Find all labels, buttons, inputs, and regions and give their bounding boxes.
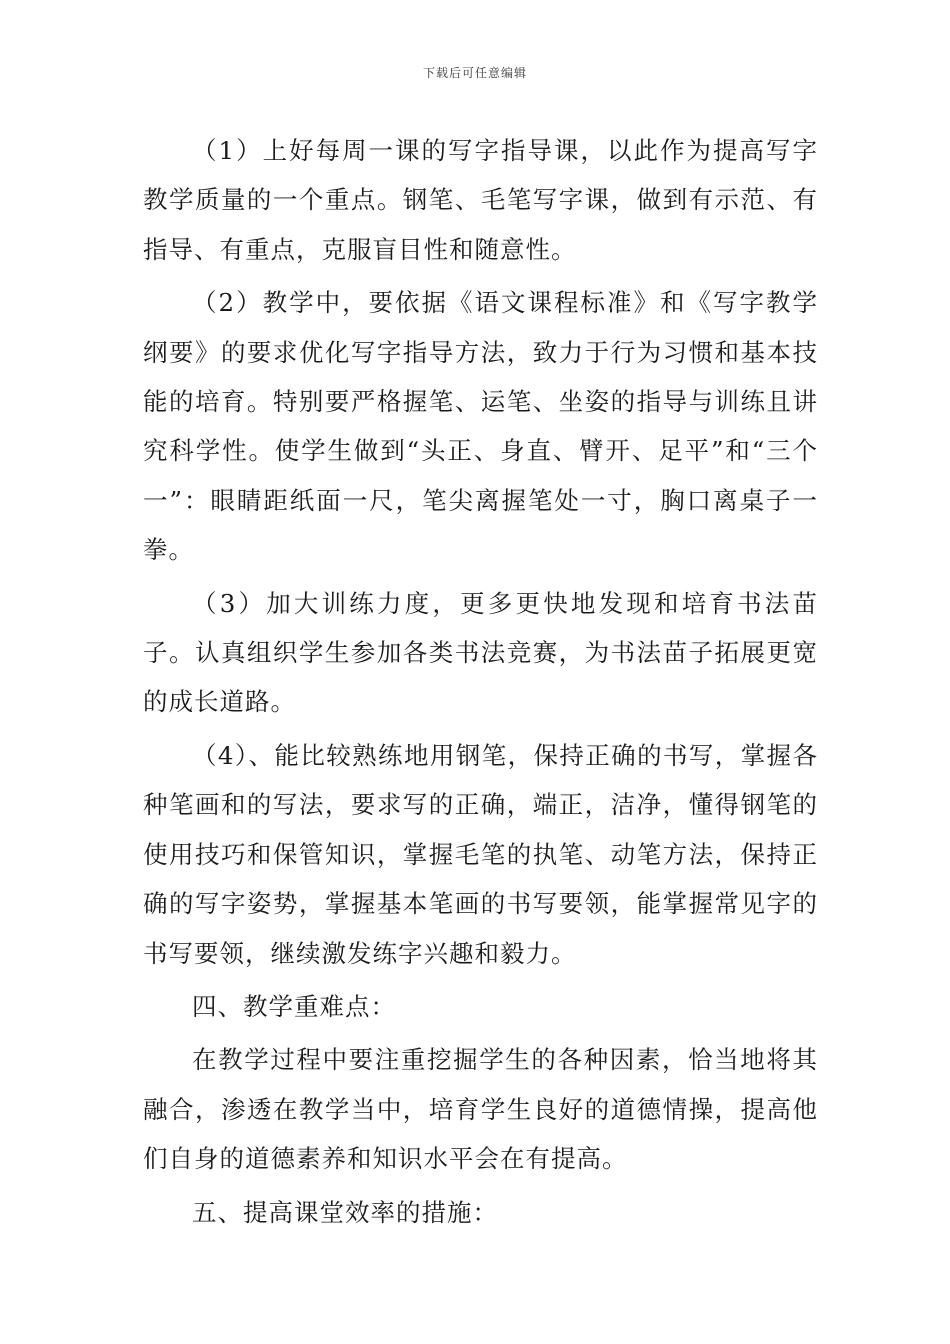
paragraph-4: （4）、能比较熟练地用钢笔，保持正确的书写，掌握各种笔画和的写法，要求写的正确，端正，洁净，懂得钢笔的使用技巧和保管知识，掌握毛笔的执笔、动笔方法，保持正确的写字姿势，掌握基本笔画的书写要领，能掌握常见字的书写要领，继续激发练字兴趣和毅力。 xyxy=(143,740,818,968)
paragraph-5: 在教学过程中要注重挖掘学生的各种因素，恰当地将其融合，渗透在教学当中，培育学生良好的道德情操，提高他们自身的道德素养和知识水平会在有提高。 xyxy=(143,1045,818,1174)
page-header: 下载后可任意编辑 xyxy=(422,66,527,80)
document-body xyxy=(143,126,818,1237)
paragraph-3: （3）加大训练力度，更多更快地发现和培育书法苗子。认真组织学生参加各类书法竞赛，为书法苗子拓展更宽的成长道路。 xyxy=(143,588,818,717)
paragraph-2: （2）教学中，要依据《语文课程标准》和《写字教学纲要》的要求优化写字指导方法，致力于行为习惯和基本技能的培育。特别要严格握笔、运笔、坐姿的指导与训练且讲究科学性。使学生做到“头正、身直、臂开、足平”和“三个一”：眼睛距纸面一尺，笔尖离握笔处一寸，胸口离桌子一拳。 xyxy=(143,288,818,565)
paragraph-1: （1）上好每周一课的写字指导课，以此作为提高写字教学质量的一个重点。钢笔、毛笔写字课，做到有示范、有指导、有重点，克服盲目性和随意性。 xyxy=(143,136,818,264)
section-heading-5: 五、提高课堂效率的措施： xyxy=(192,1197,498,1227)
section-heading-4: 四、教学重难点： xyxy=(192,991,396,1021)
